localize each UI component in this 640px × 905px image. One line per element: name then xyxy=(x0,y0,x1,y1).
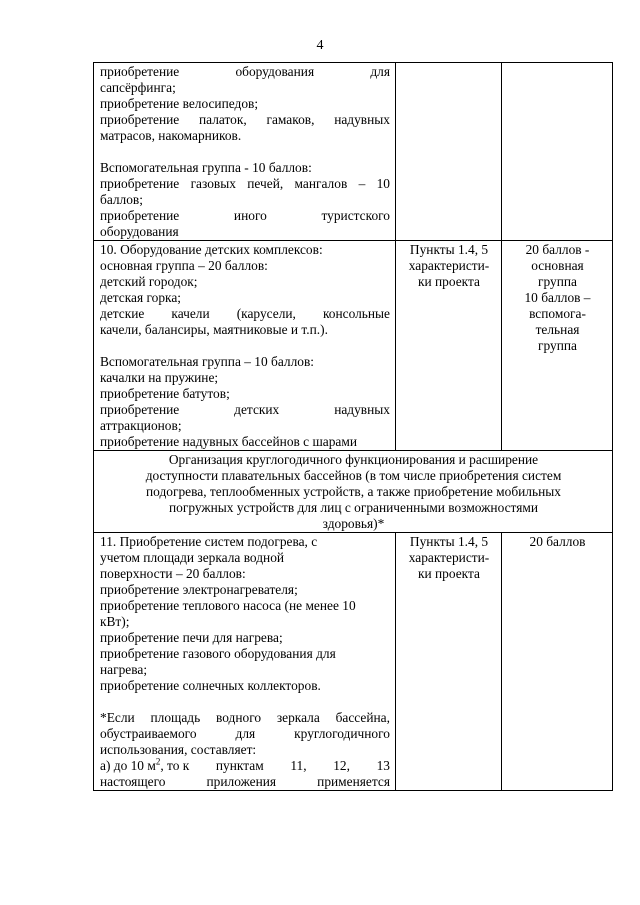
justified-line: детские качели (карусели, консольные xyxy=(100,306,390,321)
criteria-line: характеристи- xyxy=(408,258,490,273)
text-line: приобретение велосипедов; xyxy=(100,96,259,111)
text-line: качели, балансиры, маятниковые и т.п.). xyxy=(100,322,328,337)
criteria-cell xyxy=(396,241,502,451)
table-row xyxy=(94,241,613,451)
text-line: детский городок; xyxy=(100,274,198,289)
text-line: кВт); xyxy=(100,614,130,629)
table-row xyxy=(94,533,613,791)
justified-line: настоящего приложения применяется xyxy=(100,774,390,789)
item-title: 10. Оборудование детских комплексов: xyxy=(100,242,323,257)
text-line: приобретение надувных бассейнов с шарами xyxy=(100,434,358,449)
score-line: основная xyxy=(531,258,584,273)
text-line: использования, составляет: xyxy=(100,742,257,757)
justified-line: приобретение оборудования для xyxy=(100,64,390,79)
criteria-table xyxy=(93,62,613,791)
criteria-cell xyxy=(396,533,502,791)
text-line: приобретение электронагревателя; xyxy=(100,582,298,597)
text-line: сапсёрфинга; xyxy=(100,80,176,95)
criteria-line: Пункты 1.4, 5 xyxy=(409,534,489,549)
text-line: матрасов, накомарников. xyxy=(100,128,242,143)
text-line: поверхности – 20 баллов: xyxy=(100,566,246,581)
score-line: 10 баллов – xyxy=(524,290,591,305)
justified-line: приобретение газовых печей, мангалов – 10 xyxy=(100,176,390,191)
score-cell xyxy=(502,241,613,451)
text-line: качалки на пружине; xyxy=(100,370,219,385)
text-line: учетом площади зеркала водной xyxy=(100,550,285,565)
text-line: оборудования xyxy=(100,224,179,239)
item-title: 11. Приобретение систем подогрева, с xyxy=(100,534,318,549)
criteria-line: характеристи- xyxy=(408,550,490,565)
text-line: приобретение батутов; xyxy=(100,386,230,401)
section-header-line: доступности плавательных бассейнов (в том числе приобретения систем xyxy=(145,468,562,483)
section-header-line: подогрева, теплообменных устройств, а также приобретение мобильных xyxy=(146,484,561,499)
section-header-line: здоровья)* xyxy=(322,516,385,531)
section-header xyxy=(94,451,613,533)
criteria-line: Пункты 1.4, 5 xyxy=(409,242,489,257)
page-number: 4 xyxy=(316,38,324,53)
text-line: приобретение печи для нагрева; xyxy=(100,630,283,645)
justified-line: обустраиваемого для круглогодичного xyxy=(100,726,390,741)
score-line: группа xyxy=(538,338,577,353)
justified-line: *Если площадь водного зеркала бассейна, xyxy=(100,710,390,725)
score-line: тельная xyxy=(535,322,580,337)
text-line: приобретение солнечных коллекторов. xyxy=(100,678,321,693)
justified-line: приобретение иного туристского xyxy=(100,208,390,223)
text-line: приобретение газового оборудования для xyxy=(100,646,336,661)
aux-group-title: Вспомогательная группа – 10 баллов: xyxy=(100,354,315,369)
table-row xyxy=(94,63,613,241)
score-line: 20 баллов - xyxy=(525,242,590,257)
text-line: баллов; xyxy=(100,192,143,207)
section-header-line: погружных устройств для лиц с ограниченными возможностями xyxy=(168,500,539,515)
score-cell xyxy=(502,533,613,791)
score-line: группа xyxy=(538,274,577,289)
criteria-cell xyxy=(396,63,502,241)
justified-line: а) до 10 $м^2$, то к пунктам 11, 12, 13 xyxy=(100,756,390,773)
score-cell xyxy=(502,63,613,241)
score-line: вспомога- xyxy=(529,306,586,321)
justified-line: приобретение детских надувных xyxy=(100,402,390,417)
score-line: 20 баллов xyxy=(529,534,586,549)
aux-group-title: Вспомогательная группа - 10 баллов: xyxy=(100,160,312,175)
justified-line: приобретение палаток, гамаков, надувных xyxy=(100,112,390,127)
text-line: нагрева; xyxy=(100,662,148,677)
text-line: приобретение теплового насоса (не менее 10 xyxy=(100,598,356,613)
text-line: основная группа – 20 баллов: xyxy=(100,258,268,273)
criteria-line: ки проекта xyxy=(418,274,480,289)
section-header-row xyxy=(94,451,613,533)
text-line: детская горка; xyxy=(100,290,181,305)
section-header-line: Организация круглогодичного функционирования и расширение xyxy=(168,452,539,467)
criteria-line: ки проекта xyxy=(418,566,480,581)
description-cell xyxy=(94,63,396,241)
text-line: аттракционов; xyxy=(100,418,182,433)
description-cell xyxy=(94,533,396,791)
description-cell xyxy=(94,241,396,451)
